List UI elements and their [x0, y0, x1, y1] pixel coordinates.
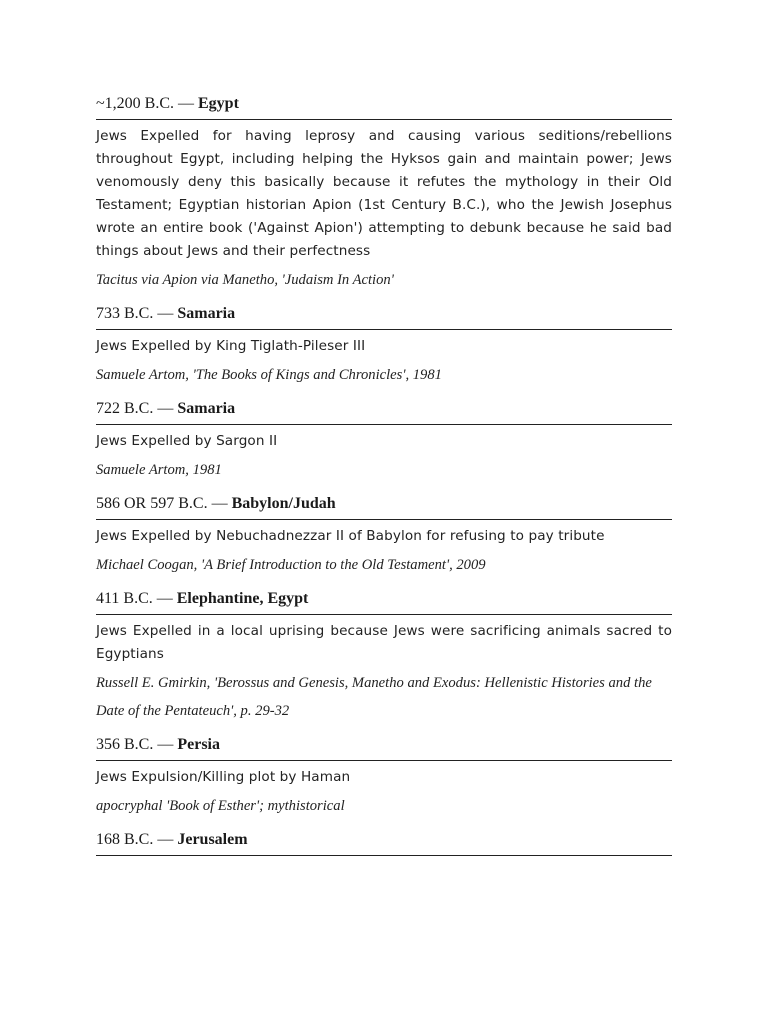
entry-date: 356 B.C.	[96, 736, 154, 753]
entry-place: Persia	[177, 736, 220, 753]
entry-source: Russell E. Gmirkin, 'Berossus and Genesis, Manetho and Exodus: Hellenistic Histories and the Date of the Pentateuch', p. 29-32	[96, 675, 652, 719]
entry-separator: —	[157, 305, 174, 322]
entry-date: 586 OR 597 B.C.	[96, 495, 208, 512]
entry-description: Jews Expelled for having leprosy and causing various seditions/rebellions throughout Egypt, including helping the Hyksos gain and maintain power; Jews venomously deny this basically because it refutes the mythology in their Old Testament; Egyptian historian Apion (1st Century B.C.), who the Jewish Josephus wrote an entire book ('Against Apion') attempting to debunk because he said bad things about Jews and their perfectness	[96, 128, 672, 259]
entry-elephantine-411bc	[96, 583, 672, 725]
entry-source: Michael Coogan, 'A Brief Introduction to the Old Testament', 2009	[96, 557, 486, 573]
document-page	[96, 88, 672, 856]
entry-separator: —	[157, 736, 174, 753]
entry-date: 411 B.C.	[96, 590, 153, 607]
entry-heading	[96, 88, 672, 120]
entry-date: 168 B.C.	[96, 831, 154, 848]
entry-source: apocryphal 'Book of Esther'; mythistorical	[96, 798, 345, 814]
entry-separator: —	[211, 495, 228, 512]
entry-description: Jews Expelled by Sargon II	[96, 433, 278, 449]
entry-heading	[96, 488, 672, 520]
entry-heading	[96, 729, 672, 761]
entry-place: Samaria	[177, 305, 236, 322]
entry-description: Jews Expelled by Nebuchadnezzar II of Babylon for refusing to pay tribute	[96, 528, 605, 544]
entry-place: Elephantine, Egypt	[176, 590, 309, 607]
entry-heading	[96, 824, 672, 856]
entry-source: Samuele Artom, 1981	[96, 462, 222, 478]
entry-heading	[96, 393, 672, 425]
entry-samaria-733bc	[96, 298, 672, 389]
entry-place: Babylon/Judah	[231, 495, 336, 512]
entry-description: Jews Expelled in a local uprising because Jews were sacrificing animals sacred to Egyptians	[96, 623, 672, 662]
entry-place: Samaria	[177, 400, 236, 417]
entry-samaria-722bc	[96, 393, 672, 484]
entry-jerusalem-168bc	[96, 824, 672, 856]
entry-separator: —	[178, 95, 194, 112]
entry-separator: —	[157, 831, 174, 848]
entry-persia-356bc	[96, 729, 672, 820]
entry-heading	[96, 583, 672, 615]
entry-place: Egypt	[198, 95, 239, 112]
entry-description: Jews Expelled by King Tiglath-Pileser III	[96, 338, 366, 354]
entry-place: Jerusalem	[177, 831, 248, 848]
entry-separator: —	[156, 590, 173, 607]
entry-separator: —	[157, 400, 174, 417]
entry-heading	[96, 298, 672, 330]
entry-babylon-586bc	[96, 488, 672, 579]
entry-date: ~1,200 B.C.	[96, 95, 174, 112]
entry-source: Samuele Artom, 'The Books of Kings and Chronicles', 1981	[96, 367, 442, 383]
entry-egypt-1200bc	[96, 88, 672, 294]
entry-description: Jews Expulsion/Killing plot by Haman	[96, 769, 351, 785]
entry-date: 733 B.C.	[96, 305, 154, 322]
entry-date: 722 B.C.	[96, 400, 154, 417]
entry-source: Tacitus via Apion via Manetho, 'Judaism In Action'	[96, 272, 394, 288]
